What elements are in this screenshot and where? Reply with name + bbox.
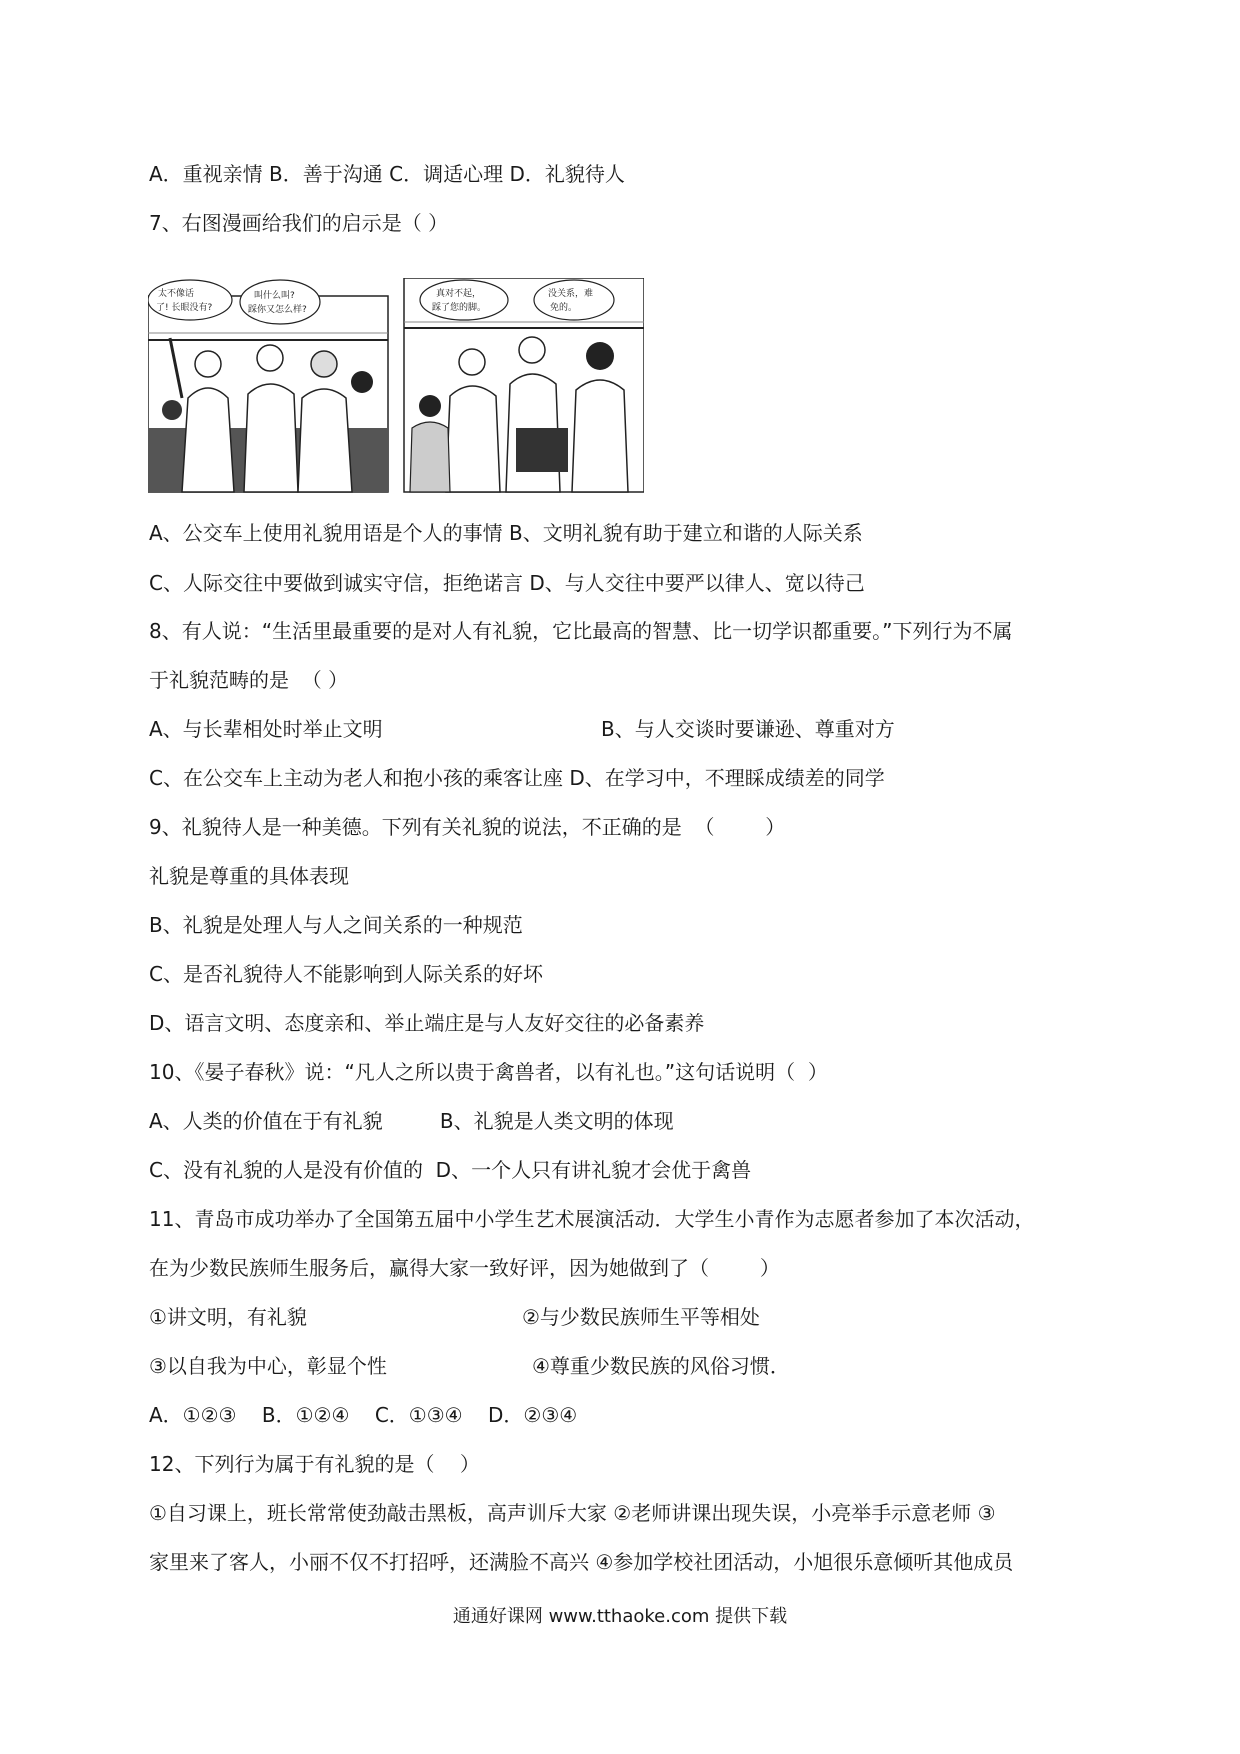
q11-item-1: ①讲文明，有礼貌 bbox=[149, 1305, 307, 1329]
q11-item-3: ③以自我为中心，彰显个性 bbox=[149, 1354, 387, 1378]
q8-options-cd: C、在公交车上主动为老人和抱小孩的乘客让座 D、在学习中，不理睬成绩差的同学 bbox=[149, 766, 885, 790]
q10-options-cd: C、没有礼貌的人是没有价值的 D、一个人只有讲礼貌才会优于禽兽 bbox=[149, 1158, 752, 1182]
bubble-right-2a: 没关系，难 bbox=[548, 289, 594, 299]
q7-stem: 7、右图漫画给我们的启示是（ ） bbox=[149, 211, 449, 235]
q9-option-d: D、语言文明、态度亲和、举止端庄是与人友好交往的必备素养 bbox=[149, 1011, 705, 1035]
q9-stem: 9、礼貌待人是一种美德。下列有关礼貌的说法，不正确的是 （ ） bbox=[149, 815, 786, 839]
bubble-left-1a: 太不像话 bbox=[158, 289, 195, 299]
bubble-left-2a: 叫什么叫? bbox=[254, 291, 295, 301]
q11-stem-2: 在为少数民族师生服务后，赢得大家一致好评，因为她做到了（ ） bbox=[149, 1256, 780, 1280]
q11-stem-1: 11、青岛市成功举办了全国第五届中小学生艺术展演活动．大学生小青作为志愿者参加了本次活动， bbox=[149, 1207, 1035, 1231]
bubble-left-2b: 踩你又怎么样? bbox=[248, 305, 307, 315]
bubble-right-1a: 真对不起， bbox=[436, 289, 482, 299]
q9-option-c: C、是否礼貌待人不能影响到人际关系的好坏 bbox=[149, 962, 543, 986]
q8-stem-1: 8、有人说：“生活里最重要的是对人有礼貌，它比最高的智慧、比一切学识都重要。”下列行为不属 bbox=[149, 619, 1013, 643]
q11-item-2: ②与少数民族师生平等相处 bbox=[522, 1305, 760, 1329]
q10-options-ab: A、人类的价值在于有礼貌 B、礼貌是人类文明的体现 bbox=[149, 1109, 674, 1133]
bubble-right-2b: 免的。 bbox=[550, 303, 578, 313]
q7-options-cd: C、人际交往中要做到诚实守信，拒绝诺言 D、与人交往中要严以律人、宽以待己 bbox=[149, 571, 865, 595]
comic-illustration bbox=[148, 278, 644, 494]
q12-body-1: ①自习课上，班长常常使劲敲击黑板，高声训斥大家 ②老师讲课出现失误，小亮举手示意老师 ③ bbox=[149, 1501, 996, 1525]
q11-options: A．①②③ B．①②④ C．①③④ D．②③④ bbox=[149, 1403, 578, 1427]
q12-body-2: 家里来了客人，小丽不仅不打招呼，还满脸不高兴 ④参加学校社团活动，小旭很乐意倾听其他成员 bbox=[149, 1550, 1014, 1574]
q8-stem-2: 于礼貌范畴的是 （ ） bbox=[149, 668, 349, 692]
q7-options-ab: A、公交车上使用礼貌用语是个人的事情 B、文明礼貌有助于建立和谐的人际关系 bbox=[149, 521, 863, 545]
q8-option-a: A、与长辈相处时举止文明 bbox=[149, 717, 383, 741]
q11-item-4: ④尊重少数民族的风俗习惯． bbox=[532, 1354, 790, 1378]
bubble-right-1b: 踩了您的脚。 bbox=[432, 303, 487, 313]
q6-options: A．重视亲情 B．善于沟通 C．调适心理 D．礼貌待人 bbox=[149, 162, 625, 186]
q10-stem: 10、《晏子春秋》说：“凡人之所以贵于禽兽者，以有礼也。”这句话说明（ ） bbox=[149, 1060, 828, 1084]
q8-option-b: B、与人交谈时要谦逊、尊重对方 bbox=[601, 717, 895, 741]
page-footer: 通通好课网 www.tthaoke.com 提供下载 bbox=[452, 1606, 788, 1627]
q9-option-b: B、礼貌是处理人与人之间关系的一种规范 bbox=[149, 913, 523, 937]
q9-option-a: 礼貌是尊重的具体表现 bbox=[149, 864, 349, 888]
q12-stem: 12、下列行为属于有礼貌的是（ ） bbox=[149, 1452, 480, 1476]
bubble-left-1b: 了! 长眼没有? bbox=[156, 303, 213, 313]
